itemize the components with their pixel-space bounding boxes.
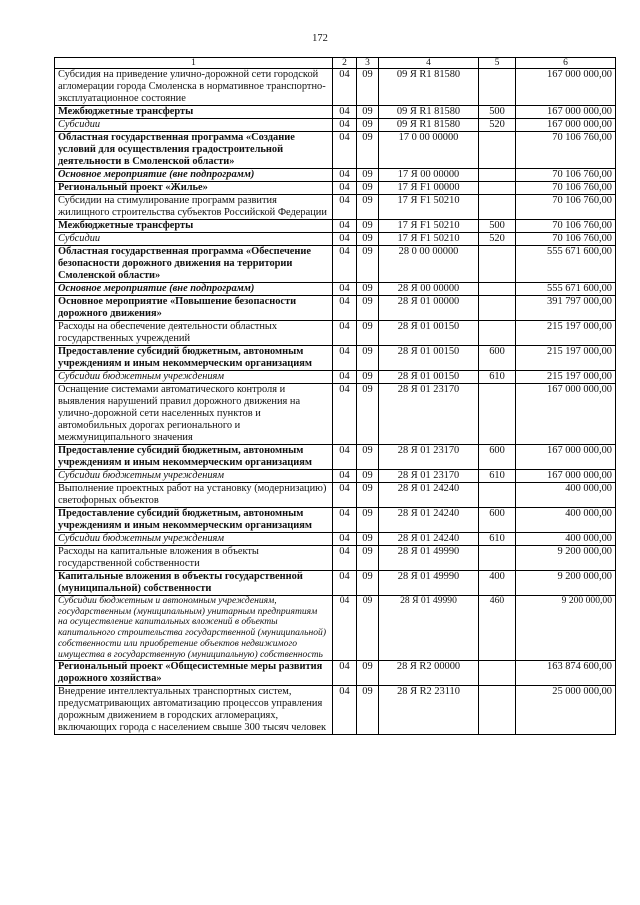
table-row: [55, 220, 616, 233]
row-target-article-cell: 28 Я 01 24240: [379, 508, 479, 533]
table-row: [55, 571, 616, 596]
row-name-cell: Основное мероприятие (вне подпрограмм): [55, 169, 333, 182]
row-name-cell: Региональный проект «Жилье»: [55, 182, 333, 195]
row-target-article-cell: 28 Я 01 23170: [379, 384, 479, 445]
row-target-article-cell: 17 0 00 00000: [379, 132, 479, 169]
row-subsection-cell: 09: [357, 384, 379, 445]
row-expense-type-cell: 500: [479, 220, 516, 233]
row-target-article-cell: 28 Я 01 00150: [379, 346, 479, 371]
row-expense-type-cell: [479, 296, 516, 321]
row-section-cell: 04: [333, 132, 357, 169]
row-amount-cell: 9 200 000,00: [516, 571, 616, 596]
row-subsection-cell: 09: [357, 321, 379, 346]
page-number: 172: [312, 33, 328, 44]
row-target-article-cell: 28 Я 01 00150: [379, 321, 479, 346]
row-section-cell: 04: [333, 69, 357, 106]
row-section-cell: 04: [333, 233, 357, 246]
table-row: [55, 296, 616, 321]
row-target-article-cell: 28 Я 01 49990: [379, 571, 479, 596]
budget-table: [54, 57, 616, 735]
row-expense-type-cell: 610: [479, 371, 516, 384]
row-target-article-cell: 28 Я 01 00000: [379, 296, 479, 321]
row-section-cell: 04: [333, 571, 357, 596]
row-amount-cell: 400 000,00: [516, 483, 616, 508]
row-amount-cell: 167 000 000,00: [516, 445, 616, 470]
row-name-cell: Основное мероприятие (вне подпрограмм): [55, 283, 333, 296]
row-amount-cell: 70 106 760,00: [516, 182, 616, 195]
row-name-cell: Региональный проект «Общесистемные меры развития дорожного хозяйства»: [55, 661, 333, 686]
table-row: [55, 169, 616, 182]
row-target-article-cell: 28 Я R2 00000: [379, 661, 479, 686]
row-target-article-cell: 28 Я 01 23170: [379, 470, 479, 483]
row-amount-cell: 215 197 000,00: [516, 371, 616, 384]
row-target-article-cell: 09 Я R1 81580: [379, 106, 479, 119]
row-amount-cell: 167 000 000,00: [516, 384, 616, 445]
row-name-cell: Субсидии: [55, 119, 333, 132]
row-target-article-cell: 28 Я 01 24240: [379, 533, 479, 546]
row-section-cell: 04: [333, 246, 357, 283]
row-name-cell: Оснащение системами автоматического контроля и выявления нарушений правил дорожного движения на улично-дорожной сети населенных пунктов и автомобильных дорогах регионального и межмуниципального значения: [55, 384, 333, 445]
row-name-cell: Основное мероприятие «Повышение безопасности дорожного движения»: [55, 296, 333, 321]
table-row: [55, 686, 616, 735]
row-name-cell: Выполнение проектных работ на установку (модернизацию) светофорных объектов: [55, 483, 333, 508]
table-row: [55, 246, 616, 283]
row-name-cell: Расходы на капитальные вложения в объекты государственной собственности: [55, 546, 333, 571]
row-expense-type-cell: [479, 182, 516, 195]
row-subsection-cell: 09: [357, 571, 379, 596]
row-amount-cell: 167 000 000,00: [516, 470, 616, 483]
table-row: [55, 182, 616, 195]
row-section-cell: 04: [333, 119, 357, 132]
row-name-cell: Субсидия на приведение улично-дорожной сети городской агломерации города Смоленска в нормативное транспортно-эксплуатационное состояние: [55, 69, 333, 106]
row-name-cell: Субсидии на стимулирование программ развития жилищного строительства субъектов Российской Федерации: [55, 195, 333, 220]
table-row: [55, 661, 616, 686]
row-section-cell: 04: [333, 533, 357, 546]
row-section-cell: 04: [333, 296, 357, 321]
row-amount-cell: 167 000 000,00: [516, 119, 616, 132]
row-expense-type-cell: 500: [479, 106, 516, 119]
row-expense-type-cell: 610: [479, 470, 516, 483]
row-section-cell: 04: [333, 508, 357, 533]
table-row: [55, 119, 616, 132]
table-row: [55, 371, 616, 384]
row-target-article-cell: 17 Я 00 00000: [379, 169, 479, 182]
row-target-article-cell: 28 Я 00 00000: [379, 283, 479, 296]
row-name-cell: Предоставление субсидий бюджетным, автономным учреждениям и иным некоммерческим организациям: [55, 508, 333, 533]
row-name-cell: Областная государственная программа «Создание условий для осуществления градостроительной деятельности в Смоленской области»: [55, 132, 333, 169]
table-row: [55, 470, 616, 483]
row-amount-cell: 400 000,00: [516, 508, 616, 533]
header-section: 2: [333, 58, 357, 69]
row-amount-cell: 163 874 600,00: [516, 661, 616, 686]
row-section-cell: 04: [333, 195, 357, 220]
row-expense-type-cell: [479, 69, 516, 106]
header-amount: 6: [516, 58, 616, 69]
table-row: [55, 508, 616, 533]
row-target-article-cell: 28 Я 01 23170: [379, 445, 479, 470]
table-row: [55, 283, 616, 296]
row-expense-type-cell: 600: [479, 346, 516, 371]
row-section-cell: 04: [333, 596, 357, 661]
row-expense-type-cell: [479, 246, 516, 283]
row-name-cell: Межбюджетные трансферты: [55, 106, 333, 119]
row-amount-cell: 70 106 760,00: [516, 132, 616, 169]
row-expense-type-cell: 520: [479, 119, 516, 132]
row-target-article-cell: 17 Я F1 50210: [379, 233, 479, 246]
row-subsection-cell: 09: [357, 233, 379, 246]
row-subsection-cell: 09: [357, 69, 379, 106]
row-expense-type-cell: 600: [479, 508, 516, 533]
table-row: [55, 346, 616, 371]
table-row: [55, 384, 616, 445]
row-expense-type-cell: [479, 661, 516, 686]
table-row: [55, 596, 616, 661]
row-target-article-cell: 17 Я F1 50210: [379, 220, 479, 233]
header-expense-type: 5: [479, 58, 516, 69]
row-expense-type-cell: [479, 169, 516, 182]
row-expense-type-cell: 400: [479, 571, 516, 596]
row-expense-type-cell: 610: [479, 533, 516, 546]
row-subsection-cell: 09: [357, 661, 379, 686]
table-row: [55, 132, 616, 169]
row-section-cell: 04: [333, 371, 357, 384]
row-amount-cell: 555 671 600,00: [516, 283, 616, 296]
row-subsection-cell: 09: [357, 169, 379, 182]
row-name-cell: Внедрение интеллектуальных транспортных систем, предусматривающих автоматизацию процессов управления дорожным движением в городских агломерациях, включающих города с населением свыше 300 тысяч человек: [55, 686, 333, 735]
row-subsection-cell: 09: [357, 106, 379, 119]
row-subsection-cell: 09: [357, 195, 379, 220]
row-target-article-cell: 28 Я 01 49990: [379, 596, 479, 661]
table-row: [55, 195, 616, 220]
row-section-cell: 04: [333, 661, 357, 686]
row-amount-cell: 70 106 760,00: [516, 169, 616, 182]
row-amount-cell: 215 197 000,00: [516, 346, 616, 371]
row-expense-type-cell: [479, 546, 516, 571]
row-section-cell: 04: [333, 169, 357, 182]
row-expense-type-cell: 460: [479, 596, 516, 661]
row-subsection-cell: 09: [357, 220, 379, 233]
row-section-cell: 04: [333, 445, 357, 470]
row-name-cell: Субсидии: [55, 233, 333, 246]
header-name: 1: [55, 58, 333, 69]
row-amount-cell: 167 000 000,00: [516, 69, 616, 106]
row-subsection-cell: 09: [357, 686, 379, 735]
row-section-cell: 04: [333, 384, 357, 445]
row-subsection-cell: 09: [357, 283, 379, 296]
row-expense-type-cell: 520: [479, 233, 516, 246]
row-subsection-cell: 09: [357, 119, 379, 132]
table-row: [55, 106, 616, 119]
row-amount-cell: 70 106 760,00: [516, 220, 616, 233]
table-row: [55, 233, 616, 246]
row-target-article-cell: 28 Я 01 24240: [379, 483, 479, 508]
row-name-cell: Расходы на обеспечение деятельности областных государственных учреждений: [55, 321, 333, 346]
row-amount-cell: 391 797 000,00: [516, 296, 616, 321]
row-subsection-cell: 09: [357, 533, 379, 546]
row-amount-cell: 70 106 760,00: [516, 195, 616, 220]
row-name-cell: Субсидии бюджетным учреждениям: [55, 371, 333, 384]
row-section-cell: 04: [333, 106, 357, 119]
row-expense-type-cell: 600: [479, 445, 516, 470]
header-target-article: 4: [379, 58, 479, 69]
row-subsection-cell: 09: [357, 182, 379, 195]
row-target-article-cell: 09 Я R1 81580: [379, 69, 479, 106]
table-row: [55, 533, 616, 546]
row-section-cell: 04: [333, 182, 357, 195]
row-section-cell: 04: [333, 220, 357, 233]
row-name-cell: Субсидии бюджетным учреждениям: [55, 470, 333, 483]
row-subsection-cell: 09: [357, 132, 379, 169]
row-name-cell: Капитальные вложения в объекты государственной (муниципальной) собственности: [55, 571, 333, 596]
row-amount-cell: 215 197 000,00: [516, 321, 616, 346]
row-subsection-cell: 09: [357, 596, 379, 661]
row-subsection-cell: 09: [357, 296, 379, 321]
table-row: [55, 483, 616, 508]
row-section-cell: 04: [333, 283, 357, 296]
row-subsection-cell: 09: [357, 346, 379, 371]
row-amount-cell: 25 000 000,00: [516, 686, 616, 735]
row-target-article-cell: 09 Я R1 81580: [379, 119, 479, 132]
table-row: [55, 69, 616, 106]
row-expense-type-cell: [479, 483, 516, 508]
row-target-article-cell: 28 0 00 00000: [379, 246, 479, 283]
row-expense-type-cell: [479, 195, 516, 220]
row-target-article-cell: 17 Я F1 00000: [379, 182, 479, 195]
row-target-article-cell: 28 Я R2 23110: [379, 686, 479, 735]
row-expense-type-cell: [479, 686, 516, 735]
row-amount-cell: 555 671 600,00: [516, 246, 616, 283]
row-expense-type-cell: [479, 132, 516, 169]
row-target-article-cell: 17 Я F1 50210: [379, 195, 479, 220]
row-section-cell: 04: [333, 470, 357, 483]
row-name-cell: Областная государственная программа «Обеспечение безопасности дорожного движения на территории Смоленской области»: [55, 246, 333, 283]
row-name-cell: Субсидии бюджетным и автономным учреждениям, государственным (муниципальным) унитарным предприятиям на осуществление капитальных вложений в объекты капитального строительства государственной (муниципальной) собственности или приобретение объектов недвижимого имущества в государственную (муниципальную) собственность: [55, 596, 333, 661]
row-amount-cell: 9 200 000,00: [516, 546, 616, 571]
table-row: [55, 546, 616, 571]
row-subsection-cell: 09: [357, 445, 379, 470]
row-section-cell: 04: [333, 546, 357, 571]
row-section-cell: 04: [333, 346, 357, 371]
table-row: [55, 321, 616, 346]
row-target-article-cell: 28 Я 01 00150: [379, 371, 479, 384]
row-target-article-cell: 28 Я 01 49990: [379, 546, 479, 571]
header-subsection: 3: [357, 58, 379, 69]
row-subsection-cell: 09: [357, 508, 379, 533]
row-expense-type-cell: [479, 321, 516, 346]
row-expense-type-cell: [479, 283, 516, 296]
row-expense-type-cell: [479, 384, 516, 445]
row-amount-cell: 9 200 000,00: [516, 596, 616, 661]
table-row: [55, 445, 616, 470]
row-name-cell: Межбюджетные трансферты: [55, 220, 333, 233]
row-subsection-cell: 09: [357, 246, 379, 283]
header-row: [55, 58, 616, 69]
row-section-cell: 04: [333, 483, 357, 508]
row-name-cell: Субсидии бюджетным учреждениям: [55, 533, 333, 546]
row-name-cell: Предоставление субсидий бюджетным, автономным учреждениям и иным некоммерческим организациям: [55, 445, 333, 470]
row-subsection-cell: 09: [357, 546, 379, 571]
row-subsection-cell: 09: [357, 371, 379, 384]
row-section-cell: 04: [333, 686, 357, 735]
row-amount-cell: 167 000 000,00: [516, 106, 616, 119]
row-section-cell: 04: [333, 321, 357, 346]
row-amount-cell: 70 106 760,00: [516, 233, 616, 246]
row-subsection-cell: 09: [357, 483, 379, 508]
row-amount-cell: 400 000,00: [516, 533, 616, 546]
row-subsection-cell: 09: [357, 470, 379, 483]
row-name-cell: Предоставление субсидий бюджетным, автономным учреждениям и иным некоммерческим организациям: [55, 346, 333, 371]
